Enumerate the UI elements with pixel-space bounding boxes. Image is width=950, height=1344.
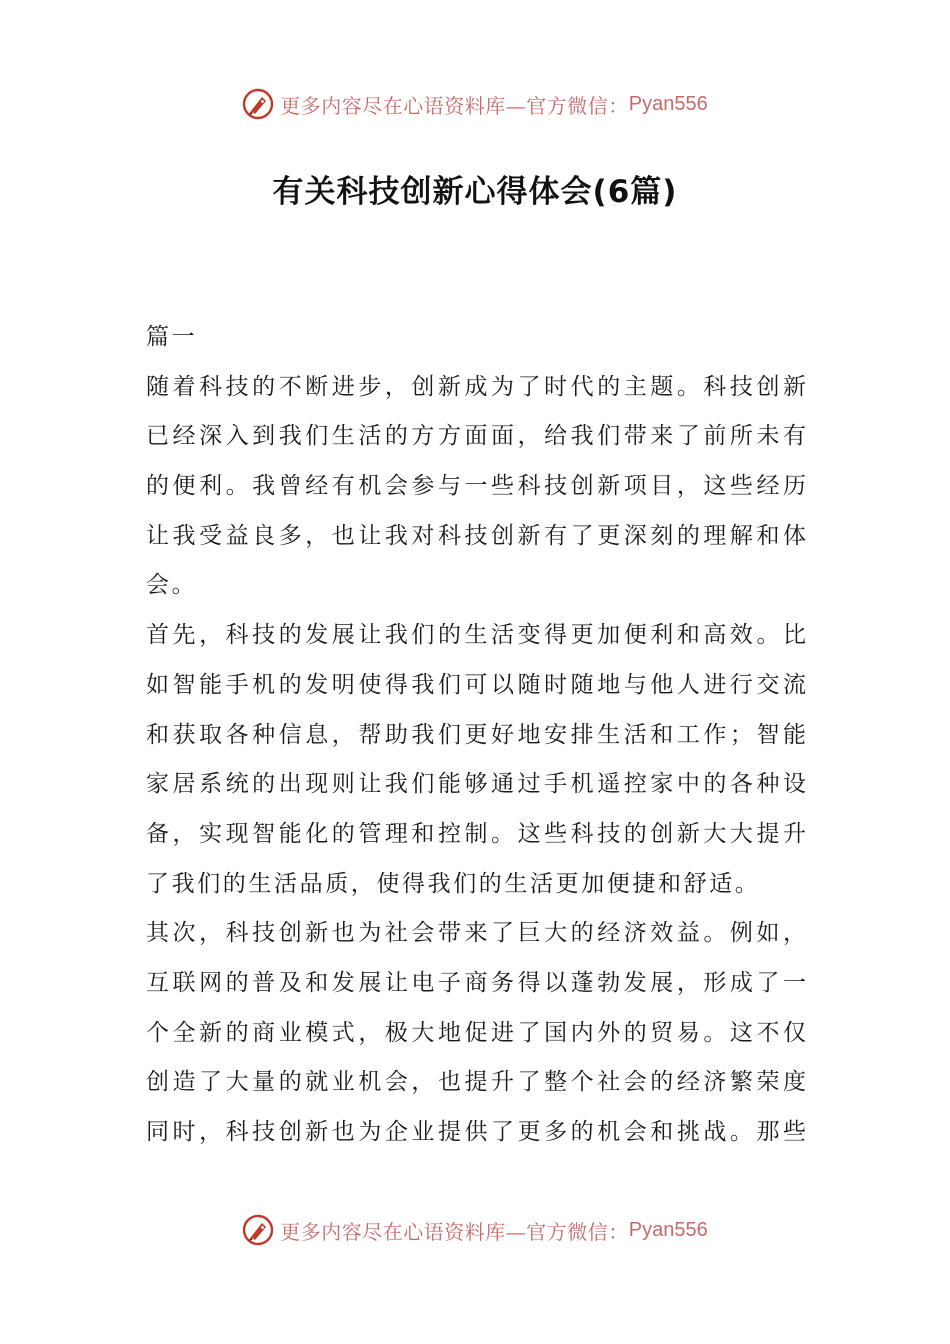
body-line: 个全新的商业模式，极大地促进了国内外的贸易。这不仅 [146,1019,806,1046]
watermark-text: 更多内容尽在心语资料库—官方微信： [280,93,629,118]
watermark-text: 更多内容尽在心语资料库—官方微信： [280,1219,629,1244]
watermark-wechat-id: Pyan556 [628,92,708,115]
body-line: 家居系统的出现则让我们能够通过手机遥控家中的各种设 [146,771,806,798]
watermark-wechat-id: Pyan556 [628,1218,708,1241]
watermark-header [0,82,950,126]
body-line: 和获取各种信息，帮助我们更好地安排生活和工作；智能 [146,721,806,748]
body-line: 随着科技的不断进步，创新成为了时代的主题。科技创新 [146,373,806,400]
body-line: 首先，科技的发展让我们的生活变得更加便利和高效。比 [146,622,806,649]
document-body [146,313,806,1158]
body-line: 备，实现智能化的管理和控制。这些科技的创新大大提升 [146,820,806,847]
section-heading: 篇一 [146,324,198,350]
body-line: 同时，科技创新也为企业提供了更多的机会和挑战。那些 [146,1119,806,1145]
body-line: 了我们的生活品质，使得我们的生活更加便捷和舒适。 [146,870,761,897]
watermark-footer [0,1208,950,1252]
pen-nib-icon [242,88,274,120]
body-line: 其次，科技创新也为社会带来了巨大的经济效益。例如， [146,920,806,947]
body-line: 互联网的普及和发展让电子商务得以蓬勃发展，形成了一 [146,969,806,996]
body-line: 会。 [146,572,198,599]
pen-nib-icon [242,1214,274,1246]
document-title: 有关科技创新心得体会(6篇) [272,174,678,210]
body-line: 已经深入到我们生活的方方面面，给我们带来了前所未有 [146,423,806,450]
body-line: 如智能手机的发明使得我们可以随时随地与他人进行交流 [146,671,806,698]
body-line: 创造了大量的就业机会，也提升了整个社会的经济繁荣度 [146,1069,806,1096]
body-line: 的便利。我曾经有机会参与一些科技创新项目，这些经历 [146,473,806,500]
body-line: 让我受益良多，也让我对科技创新有了更深刻的理解和体 [146,522,806,549]
